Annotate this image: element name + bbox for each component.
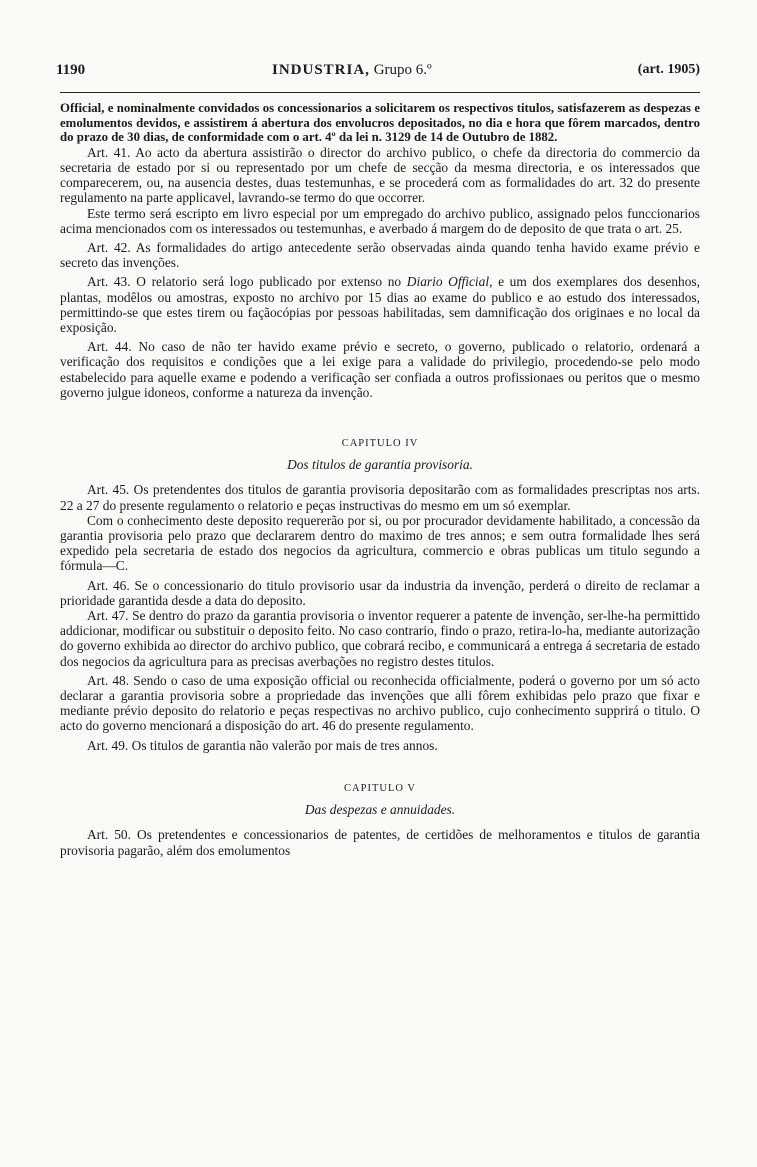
art-45-paragraph-2: Com o conhecimento deste deposito requererão por si, ou por procurador devidamente habilitado, a concessão da garantia provisoria pelo prazo que declararem dentro do maximo de tres annos; e sem outra formalidade lhes será expedido pela secretaria de estado dos negocios da agricultura, commercio e obras publicas um titulo segundo a fórmula—C. [60,512,700,574]
art-47-paragraph [60,608,700,669]
art-48-text: Sendo o caso de uma exposição official ou reconhecida officialmente, poderá o governo por um só acto declarar a garantia provisoria sobre a propriedade das invenções que alli fôrem exhibidas pelo prazo que fixar e mediante prévio deposito do relatorio e peças respectivas no archivo publico, cujo conhecimento supprirá o titulo. O acto do governo mencionará a disposição do art. 46 do presente regulamento. [60,672,700,734]
art-42-label: Art. 42. [87,240,131,255]
art-50-paragraph [60,827,700,857]
art-45-label: Art. 45. [87,482,130,498]
art-46-label: Art. 46. [87,577,130,593]
art-44-paragraph [60,339,700,400]
art-43-text-a: O relatorio será logo publicado por extenso no [136,274,402,290]
art-47-text: Se dentro do prazo da garantia provisoria o inventor requerer a patente de invenção, ser-lhe-ha permittido addicionar, modificar ou substituir o deposito feito. No caso contrario, findo o prazo, retira-lo-ha, mediante autorização do governo exhibida ao director do archivo publico, que cobrará recibo, e communicará a entrega á secretaria de estado dos negocios da agricultura para as precisas averbações no registro destes titulos. [60,608,700,669]
art-48-label: Art. 48. [87,672,130,688]
art-43-paragraph [60,274,700,335]
chapter-5-subtitle: Das despezas e annuidades. [304,802,456,818]
page-header [56,62,700,93]
art-46-paragraph [60,578,700,608]
art-50-text: Os pretendentes e concessionarios de patentes, de certidões de melhoramentos e titulos de garantia provisoria pagarão, além dos emolumentos [60,827,700,858]
art-49-paragraph [60,738,700,753]
art-48-paragraph [60,673,700,734]
diario-official-title: Diario Official [406,274,490,290]
art-41-text: Ao acto da abertura assistirão o director do archivo publico, o chefe da directoria do commercio da secretaria de estado por si ou representado por um chefe de secção da mesma directoria, e os interessados que comparecerem, ou, na ausencia destes, duas testemunhas, e se procederá com as formalidades do art. 32 do presente regulamento na parte applicavel, lavrando-se termo do que occorrer. [60,144,700,206]
art-43-label: Art. 43. [87,274,131,290]
art-44-text: No caso de não ter havido exame prévio e secreto, o governo, publicado o relatorio, ordenará a verificação dos requisitos e condições que a lei exige para a validade do privilegio, procedendo-se pelo modo estabelecido para aquelle exame e podendo a verificação ser confiada a outros profissionaes ou peritos que o mesmo governo julgue idoneos, conforme a natureza da invenção. [60,339,700,400]
title-text: INDUSTRIA, [272,62,370,78]
art-50-label: Art. 50. [87,827,131,843]
art-47-label: Art. 47. [87,608,129,624]
art-46-text: Se o concessionario do titulo provisorio usar da industria da invenção, perderá o direito de reclamar a prioridade garantida desde a data do deposito. [60,577,700,608]
art-49-text: Os titulos de garantia não valerão por mais de tres annos. [131,737,438,753]
running-title [272,62,432,79]
art-45-text: Os pretendentes dos titulos de garantia provisoria depositarão com as formalidades prescriptas nos arts. 22 a 27 do presente regulamento o relatorio e peças instructivas do mesmo em um só exemplar. [60,482,700,513]
intro-paragraph: Official, e nominalmente convidados os concessionarios a solicitarem os respectivos titulos, satisfazerem as despezas e emolumentos devidos, e assistirem á abertura dos envolucros depositados, no dia e hora que fôrem marcados, dentro do prazo de 30 dias, de conformidade com o art. 4º da lei n. 3129 de 14 de Outubro de 1882. [60,101,700,145]
art-42-paragraph [60,240,700,270]
article-reference: (art. 1905) [637,62,700,77]
art-42-text: As formalidades do artigo antecedente serão observadas ainda quando tenha havido exame prévio e secreto das invenções. [60,240,700,271]
chapter-4-heading: CAPITULO IV [341,438,419,450]
chapter-5-heading: CAPITULO V [344,782,416,794]
page-number: 1190 [56,62,86,78]
art-43-text-b: , e um dos exemplares dos desenhos, plantas, modêlos ou amostras, exposto no archivo por 15 dias ao exame do publico e ao estudo dos interessados, permittindo-se que estes tirem ou façãocópias por pessoas habilitadas, sem damnificação dos originaes e no local da exposição. [60,274,700,336]
art-44-label: Art. 44. [87,339,132,355]
document-page [56,62,700,1142]
art-41-paragraph-2: Este termo será escripto em livro especial por um empregado do archivo publico, assignado pelos funccionarios acima mencionados com os interessados ou testemunhas, e averbado á margem do de deposito de que trata o art. 25. [60,205,700,236]
art-41-paragraph [60,145,700,206]
art-45-paragraph [60,482,700,512]
chapter-4-subtitle: Dos titulos de garantia provisoria. [287,457,473,473]
art-41-label: Art. 41. [87,144,131,160]
art-49-label: Art. 49. [87,737,129,753]
group-text: Grupo 6.º [373,62,432,78]
